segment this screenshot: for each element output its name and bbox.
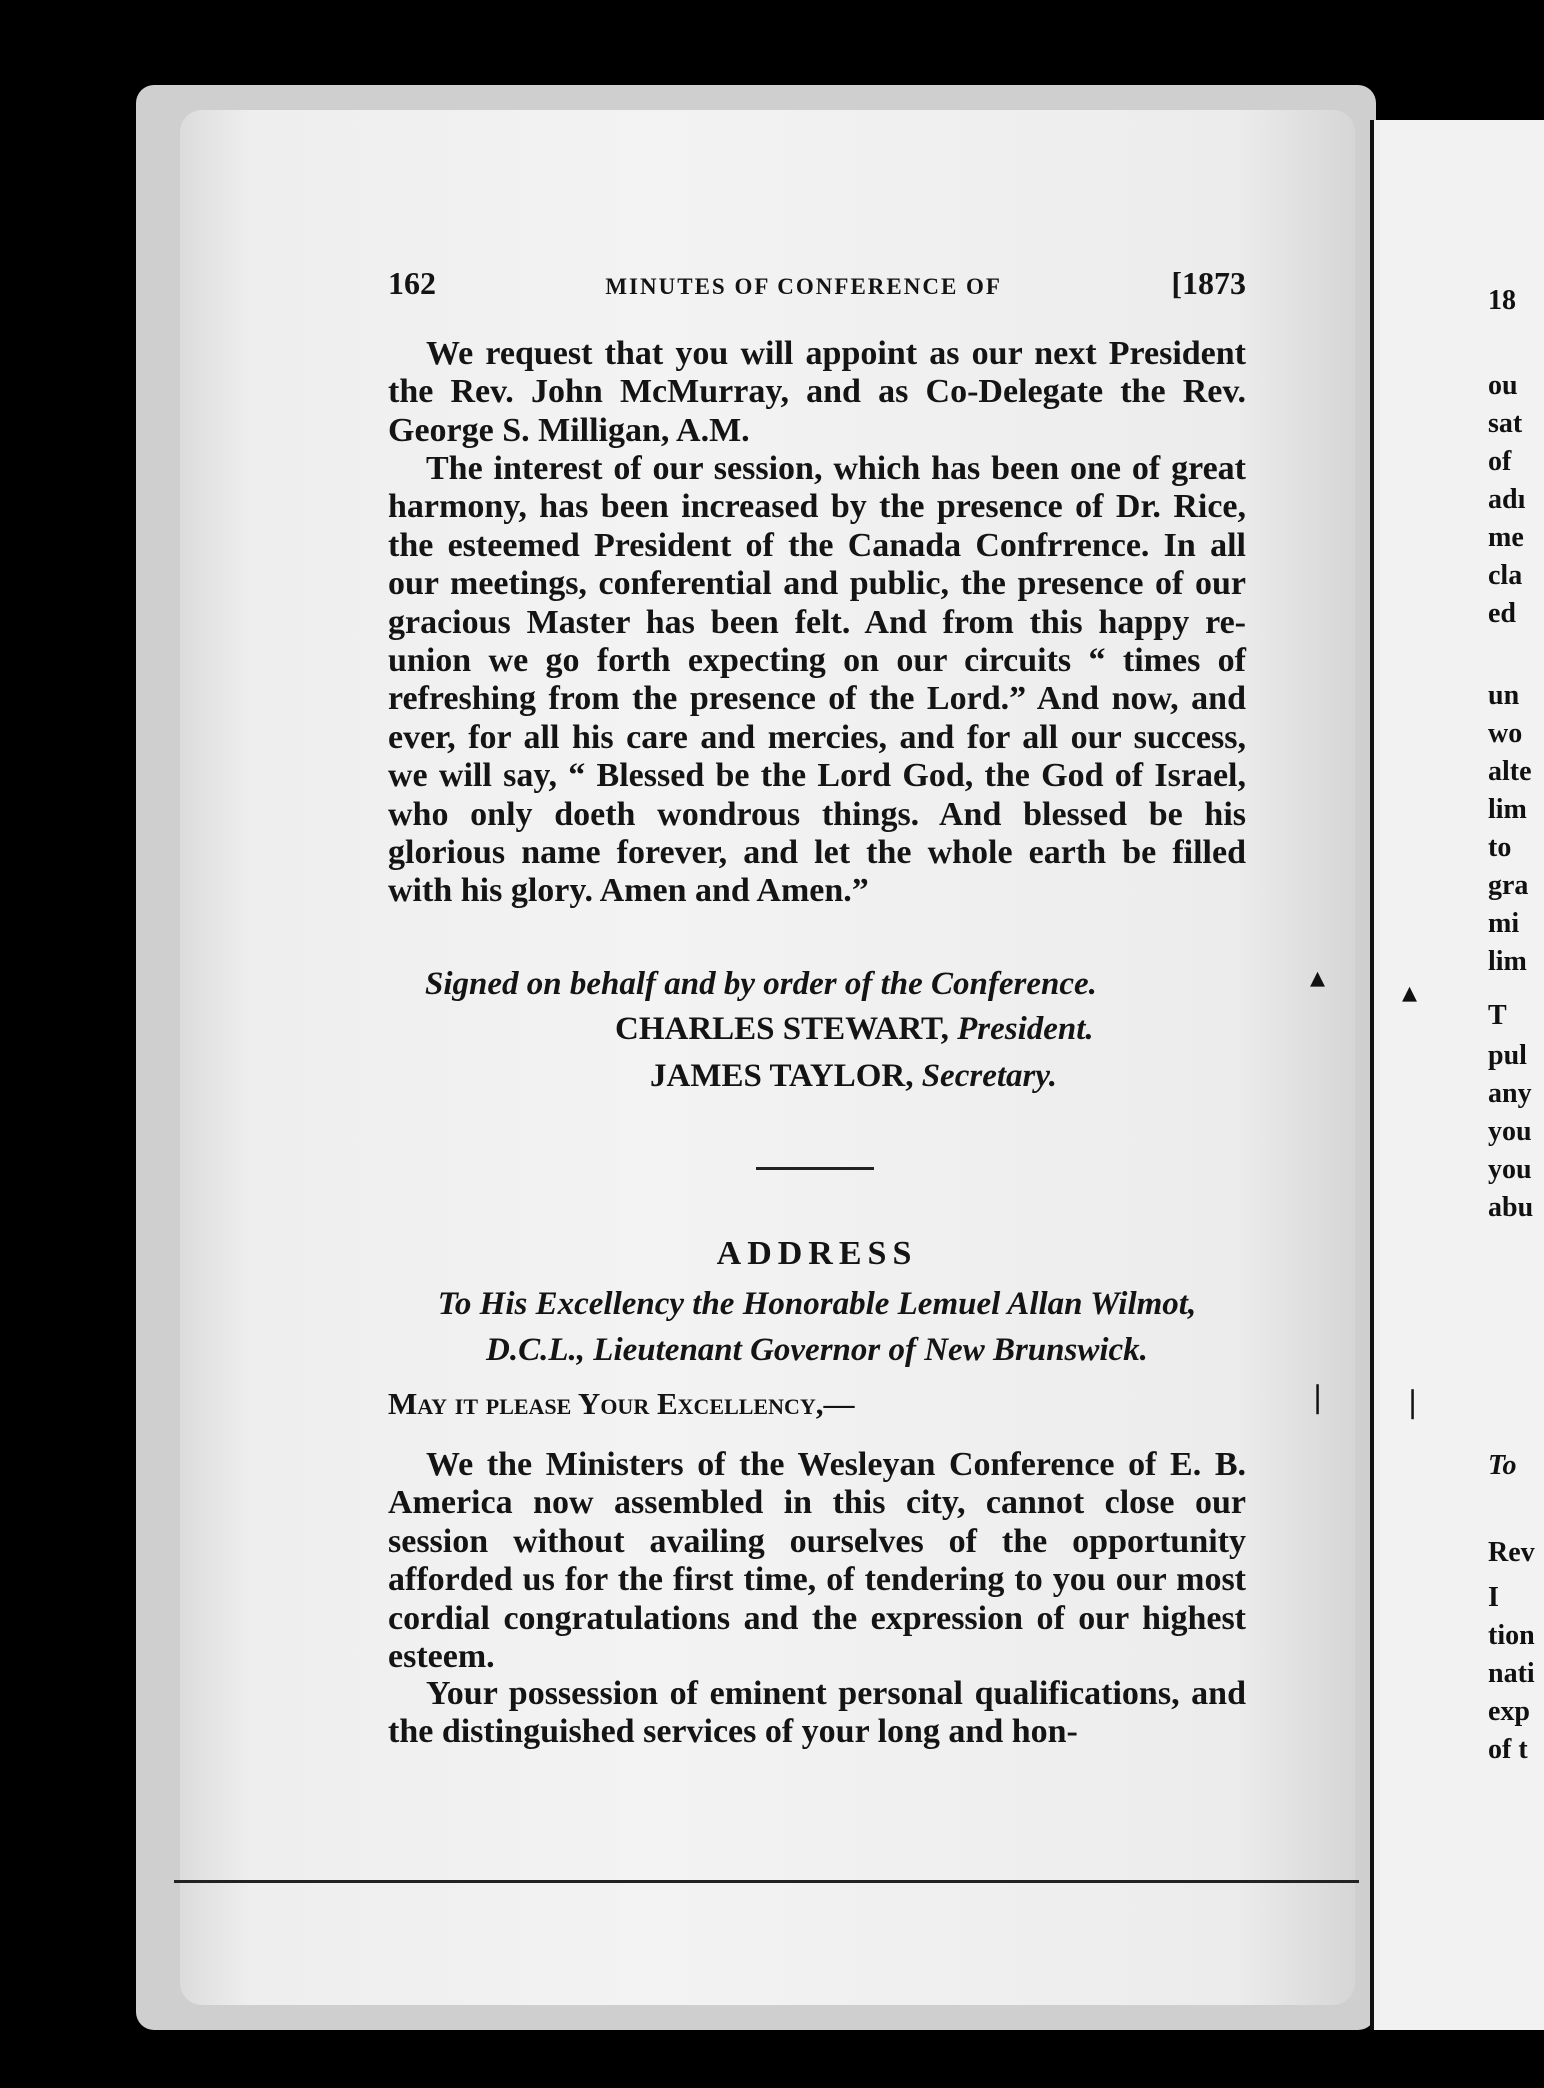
facing-page-line: to: [1488, 832, 1512, 863]
secretary-signature: [650, 1058, 1057, 1095]
facing-page-line: Rev: [1488, 1537, 1535, 1568]
facing-page-line: me: [1488, 522, 1524, 553]
facing-page-line: abu: [1488, 1192, 1534, 1223]
secretary-name: JAMES TAYLOR,: [650, 1058, 914, 1094]
facing-page-line: wo: [1488, 718, 1523, 749]
facing-page-line: of: [1488, 446, 1512, 477]
section-divider: [756, 1167, 874, 1170]
facing-page-line: alte: [1488, 756, 1532, 787]
facing-page-line: un: [1488, 680, 1520, 711]
president-name: CHARLES STEWART,: [615, 1011, 949, 1047]
header-year: [1873: [1171, 265, 1246, 301]
facing-page-line: tion: [1488, 1620, 1535, 1651]
running-header: [388, 265, 1246, 310]
facing-page-line: To: [1488, 1450, 1517, 1481]
facing-page-line: 18: [1488, 285, 1516, 316]
page-number: 162: [388, 265, 436, 301]
president-signature: [615, 1011, 1094, 1048]
address-recipient-line-2: D.C.L., Lieutenant Governor of New Brunswick.: [486, 1332, 1148, 1368]
address-heading: ADDRESS: [716, 1235, 918, 1272]
tear-mark: ❘: [1305, 1380, 1331, 1415]
tear-mark: ❘: [1400, 1385, 1426, 1420]
facing-page-line: of t: [1488, 1734, 1528, 1765]
facing-page-line: T: [1488, 1000, 1507, 1031]
facing-page-line: ed: [1488, 598, 1516, 629]
facing-page-line: you: [1488, 1154, 1532, 1185]
address-paragraph-2: Your possession of eminent personal qualifications, and the distinguished services of your long and hon-: [388, 1675, 1246, 1751]
address-salutation: May it please Your Excellency,—: [388, 1386, 855, 1421]
facing-page-line: cla: [1488, 560, 1523, 591]
signed-line: Signed on behalf and by order of the Conference.: [425, 966, 1097, 1002]
facing-page-line: any: [1488, 1078, 1532, 1109]
facing-page-line: you: [1488, 1116, 1532, 1147]
address-paragraph-1: We the Ministers of the Wesleyan Conference of E. B. America now assembled in this city, cannot close our session without availing ourselves of the opportunity afforded us for the first time, of tendering to you our most cordial congratulations and the expression of our highest esteem.: [388, 1446, 1246, 1676]
facing-page-line: gra: [1488, 870, 1529, 901]
facing-page-line: I: [1488, 1582, 1499, 1613]
president-title: President.: [957, 1011, 1094, 1047]
facing-page-line: adı: [1488, 484, 1526, 515]
facing-page-line: nati: [1488, 1658, 1535, 1689]
facing-page-line: lim: [1488, 794, 1527, 825]
running-title: MINUTES OF CONFERENCE OF: [605, 274, 1002, 299]
page-edge: [174, 1880, 1359, 1883]
tear-mark: ▴: [1402, 975, 1418, 1010]
facing-page-line: mi: [1488, 908, 1520, 939]
facing-page-line: exp: [1488, 1696, 1530, 1727]
facing-page-line: lim: [1488, 946, 1527, 977]
facing-page-line: pul: [1488, 1040, 1527, 1071]
paragraph-interest: The interest of our session, which has been one of great harmony, has been increased by the presence of Dr. Rice, the esteemed President of the Canada Confrrence. In all our meetings, conferential and public, the presence of our gracious Master has been felt. And from this happy re-union we go forth expecting on our circuits “ times of refreshing from the presence of the Lord.” And now, and ever, for all his care and mercies, and for all our success, we will say, “ Blessed be the Lord God, the God of Israel, who only doeth wondrous things. And blessed be his glorious name forever, and let the whole earth be filled with his glory. Amen and Amen.”: [388, 450, 1246, 910]
facing-page-line: ou: [1488, 370, 1518, 401]
secretary-title: Secretary.: [921, 1058, 1058, 1094]
paragraph-request: We request that you will appoint as our next President the Rev. John McMurray, and as Co-Delegate the Rev. George S. Milligan, A.M.: [388, 335, 1246, 449]
facing-page-line: sat: [1488, 408, 1523, 439]
address-recipient-line-1: To His Excellency the Honorable Lemuel Allan Wilmot,: [437, 1286, 1197, 1322]
tear-mark: ▴: [1310, 960, 1326, 995]
